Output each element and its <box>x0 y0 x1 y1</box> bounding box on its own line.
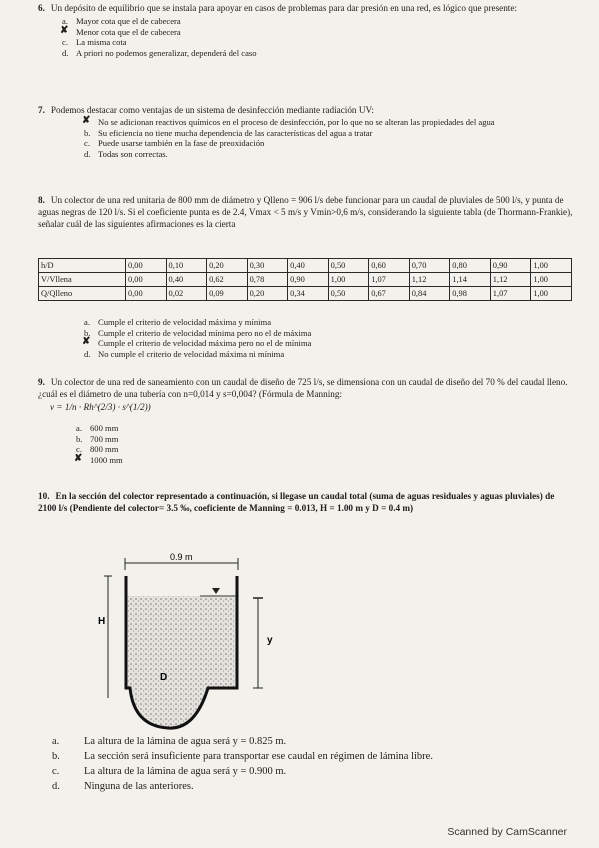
question-8 <box>38 194 574 230</box>
table-cell: 0,40 <box>288 259 329 273</box>
question-10-text: 10. En la sección del colector representado a continuación, si llegase un caudal total (suma de aguas residuales y aguas pluviales) de 2100 l/s (Pendiente del colector= 3.5 ‰, coeficiente de Manning = 0.013, H = 1.00 m y D = 0.4 m) <box>38 491 555 513</box>
row-label: Q/Qlleno <box>39 287 126 301</box>
table-cell: 0,09 <box>207 287 248 301</box>
table-cell: 0,67 <box>369 287 410 301</box>
option-7a: ✘ No se adicionan reactivos químicos en el proceso de desinfección, por lo que no se alteran las propiedades del agua <box>82 115 495 127</box>
option-9a: a. 600 mm <box>76 423 119 433</box>
table-cell: 0,00 <box>126 287 167 301</box>
question-10-answers <box>52 734 572 794</box>
manning-formula: v = 1/n · Rh^(2/3) · s^(1/2)) <box>50 402 151 412</box>
question-9-options <box>76 423 574 465</box>
answer-mark: ✘ <box>82 336 91 347</box>
table-row <box>39 259 572 273</box>
table-cell: 0,00 <box>126 273 167 287</box>
option-7c: c. Puede usarse también en la fase de preoxidación <box>84 138 265 148</box>
option-7d: d. Todas son correctas. <box>84 148 168 159</box>
table-cell: 0,40 <box>166 273 207 287</box>
question-7 <box>38 104 578 159</box>
question-8-options <box>84 317 574 359</box>
h-label: H <box>98 616 106 627</box>
question-8-answers <box>84 317 574 359</box>
table-cell: 0,90 <box>490 259 531 273</box>
question-6-text: 6. Un depósito de equilibrio que se instala para apoyar en casos de problemas para dar presión en una red, es lógico que presente: <box>38 3 517 13</box>
collector-section-diagram <box>90 548 290 738</box>
table-cell: 1,12 <box>490 273 531 287</box>
table-cell: 0,60 <box>369 259 410 273</box>
table-cell: 0,30 <box>247 259 288 273</box>
table-cell: 1,00 <box>531 287 572 301</box>
option-10c: c. La altura de la lámina de agua será y = 0.900 m. <box>52 766 287 777</box>
table-cell: 1,14 <box>450 273 491 287</box>
table-cell: 0,02 <box>166 287 207 301</box>
table-row <box>39 273 572 287</box>
scanner-watermark: Scanned by CamScanner <box>447 826 567 838</box>
option-6d: d. A priori no podemos generalizar, dependerá del caso <box>62 47 257 58</box>
option-9d: ✘ 1000 mm <box>74 452 123 465</box>
table-cell: 0,50 <box>328 287 369 301</box>
question-9-text: 9. Un colector de una red de saneamiento con un caudal de diseño de 725 l/s, se dimensiona con un caudal de diseño del 70 % del caudal lleno. ¿cuál es el diámetro de una tubería con n=0,014 y s=0,004? (Fórmula de Manning: <box>38 377 568 399</box>
table-row <box>39 287 572 301</box>
table-cell: 0,78 <box>247 273 288 287</box>
table-cell: 0,90 <box>288 273 329 287</box>
option-10d: d. Ninguna de las anteriores. <box>52 781 194 792</box>
table-cell: 0,70 <box>409 259 450 273</box>
answer-mark: ✘ <box>74 452 83 464</box>
option-9b: b. 700 mm <box>76 433 119 444</box>
option-8c: ✘ Cumple el criterio de velocidad máxima pero no el de mínima <box>82 336 312 348</box>
table-cell: 0,00 <box>126 259 167 273</box>
question-7-text: 7. Podemos destacar como ventajas de un sistema de desinfección mediante radiación UV: <box>38 105 374 115</box>
question-9 <box>38 376 574 465</box>
option-6b: ✘ Menor cota que el de cabecera <box>60 24 181 37</box>
option-10b: b. La sección será insuficiente para transportar ese caudal en régimen de lámina libre. <box>52 751 433 762</box>
table-cell: 1,07 <box>369 273 410 287</box>
water-area <box>126 596 237 728</box>
table-cell: 1,00 <box>531 259 572 273</box>
width-label: 0.9 m <box>170 552 193 562</box>
table-cell: 0,62 <box>207 273 248 287</box>
table-cell: 1,12 <box>409 273 450 287</box>
thormann-frankie-table <box>38 258 572 301</box>
table-cell: 0,34 <box>288 287 329 301</box>
option-6c: c. La misma cota <box>62 37 127 47</box>
table-cell: 0,20 <box>207 259 248 273</box>
d-label: D <box>160 672 168 683</box>
question-6 <box>38 2 578 58</box>
option-9c: c. 800 mm <box>76 444 119 454</box>
table-cell: 0,84 <box>409 287 450 301</box>
table-cell: 0,20 <box>247 287 288 301</box>
row-label: h/D <box>39 259 126 273</box>
answer-mark: ✘ <box>60 24 69 36</box>
y-label: y <box>267 635 273 646</box>
option-8a: a. Cumple el criterio de velocidad máxima y mínima <box>84 317 272 327</box>
question-7-options <box>84 117 578 159</box>
table-cell: 1,07 <box>490 287 531 301</box>
question-6-options <box>62 16 578 58</box>
table-cell: 1,00 <box>328 273 369 287</box>
table-cell: 0,98 <box>450 287 491 301</box>
question-10-options <box>52 734 572 794</box>
table-cell: 0,50 <box>328 259 369 273</box>
table-cell: 1,00 <box>531 273 572 287</box>
question-10 <box>38 490 574 514</box>
option-8d: d. No cumple el criterio de velocidad máxima ni mínima <box>84 348 285 359</box>
table-cell: 0,10 <box>166 259 207 273</box>
option-10a: a. La altura de la lámina de agua será y = 0.825 m. <box>52 736 287 747</box>
option-6a: a. Mayor cota que el de cabecera <box>62 16 181 26</box>
table-cell: 0,80 <box>450 259 491 273</box>
answer-mark: ✘ <box>82 115 91 126</box>
option-7b: b. Su eficiencia no tiene mucha dependencia de las características del agua a tratar <box>84 127 373 138</box>
option-8b: b. Cumple el criterio de velocidad mínima pero no el de máxima <box>84 327 312 338</box>
row-label: V/Vllena <box>39 273 126 287</box>
question-8-text: 8. Un colector de una red unitaria de 800 mm de diámetro y Qlleno = 906 l/s debe funcionar para un caudal de pluviales de 500 l/s, y punta de aguas negras de 120 l/s. Si el coeficiente punta es de 2.4, Vmax < 5 m/s y Vmin>0,6 m/s, considerando la siguiente tabla (de Thormann-Frankie), señalar cuál de las siguientes afirmaciones es la cierta <box>38 195 573 229</box>
